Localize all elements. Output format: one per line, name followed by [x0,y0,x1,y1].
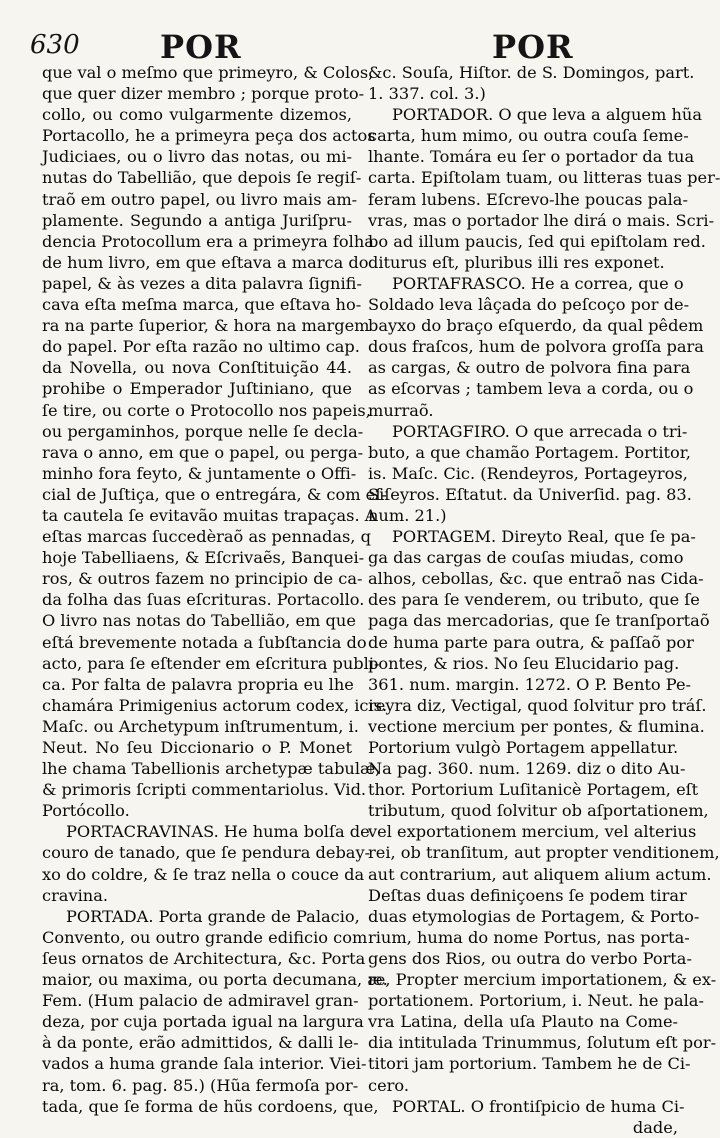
text-line: cial de Juſtiça, que o entregára, & com eſ- [42,484,387,504]
text-line: PORTAFRASCO. He a correa, que o [392,273,684,293]
text-line: nutas do Tabellião, que depois ſe regiſ- [42,168,362,188]
text-line: rei, ob tranſitum, aut propter venditionem, [368,843,720,863]
text-line: thor. Portorium Luſitanicè Portagem, eſt [368,780,699,800]
text-line: re, Propter mercium importationem, & ex- [368,970,717,990]
text-line: Siſeyros. Eſtatut. da Univerſid. pag. 83. [368,484,692,504]
text-line: de hum livro, em que eſtava a marca do [42,252,369,272]
text-line: O livro nas notas do Tabellião, em que [42,611,356,631]
text-line: ra na parte ſuperior, & hora na margem [42,316,370,336]
text-line: alhos, cebollas, &c. que entraõ nas Cida- [368,569,704,589]
text-line: cava eſta meſma marca, que eſtava ho- [42,295,362,315]
text-line: dencia Protocollum era a primeyra folha [42,231,374,251]
text-line: ros, & outros fazem no principio de ca- [42,569,363,589]
text-line: lhante. Tomára eu ſer o portador da tua [368,147,695,167]
text-line: Judiciaes, ou o livro das notas, ou mi- [42,147,352,167]
page-number: 630 [30,30,80,60]
text-line: diturus eſt, pluribus illi res exponet. [368,252,665,272]
text-line: num. 21.) [368,505,447,525]
text-line: dous fraſcos, hum de polvora groſſa para [368,337,704,357]
text-line: dia intitulada Trinummus, ſolutum eſt por- [368,1033,717,1053]
text-line: Portacollo, he a primeyra peça dos actos [42,126,376,146]
text-line: buto, a que chamão Portagem. Portitor, [368,442,691,462]
text-line: des para ſe venderem, ou tributo, que ſe [368,590,700,610]
text-line: ſeus ornatos de Architectura, &c. Porta [42,948,366,968]
text-line: Fem. (Hum palacio de admiravel gran- [42,991,359,1011]
text-line: PORTACRAVINAS. He huma bolſa de [66,822,370,842]
text-line: eſtá brevemente notada a ſubſtancia do [42,632,367,652]
text-line: rium, huma do nome Portus, nas porta- [368,927,690,947]
text-line: da folha das ſuas eſcrituras. Portacollo. [42,590,365,610]
text-line: chamára Primigenius actorum codex, icis. [42,695,388,715]
text-line: Soldado leva lâçada do peſcoço por de- [368,295,690,315]
text-line: PORTAGFIRO. O que arrecada o tri- [392,421,688,441]
text-line: tada, que ſe forma de hũs cordoens, que, [42,1096,379,1116]
left-text-column [42,62,388,1117]
text-line: carta, hum mimo, ou outra couſa ſeme- [368,126,689,146]
text-line: lhe chama Tabellionis archetypæ tabulæ, [42,759,381,779]
text-line: eſtas marcas ſuccedèraõ as pennadas, q [42,527,371,547]
text-line: vras, mas o portador lhe dirá o mais. Scri- [368,210,715,230]
text-line: vel exportationem mercium, vel alterius [368,822,697,842]
text-line: vectione mercium per pontes, & flumina. [368,716,705,736]
text-line: ga das cargas de couſas miudas, como [368,548,684,568]
text-line: ra, tom. 6. pag. 85.) (Hũa fermoſa por- [42,1075,359,1095]
text-line: aut contrarium, aut aliquem alium actum. [368,864,712,884]
text-line: bayxo do braço eſquerdo, da qual pêdem [368,316,704,336]
text-line: plamente. Segundo a antiga Juriſpru- [42,210,352,230]
text-line: ou pergaminhos, porque nelle ſe decla- [42,421,364,441]
text-line: deza, por cuja portada igual na largura [42,1012,364,1032]
text-line: rava o anno, em que o papel, ou perga- [42,442,364,462]
text-line: portationem. Portorium, i. Neut. he pala- [368,991,704,1011]
text-line: PORTAGEM. Direyto Real, que ſe pa- [392,527,696,547]
text-line: tributum, quod ſolvitur ob aſportationem, [368,801,709,821]
text-line: feram lubens. Eſcrevo-lhe poucas pala- [368,189,688,209]
text-line: Na pag. 360. num. 1269. diz o dito Au- [368,759,686,779]
text-line: xo do coldre, & ſe traz nella o couce da [42,864,365,884]
text-line: & primoris ſcripti commentariolus. Vid. [42,780,367,800]
text-line: 1. 337. col. 3.) [368,84,486,104]
text-line: vra Latina, della uſa Plauto na Come- [368,1012,678,1032]
text-line: is. Maſc. Cic. (Rendeyros, Portageyros, [368,463,688,483]
text-line: ca. Por falta de palavra propria eu lhe [42,674,354,694]
text-line: de huma parte para outra, & paſſaõ por [368,632,694,652]
text-line: traõ em outro papel, ou livro mais am- [42,189,358,209]
text-line: Portócollo. [42,801,130,821]
text-line: dade, [632,1117,678,1137]
text-line: à da ponte, erão admittidos, & dalli le- [42,1033,359,1053]
text-line: Portorium vulgò Portagem appellatur. [368,738,679,757]
text-line: prohibe o Emperador Juſtiniano, que [42,379,352,399]
text-line: maior, ou maxima, ou porta decumana, æ. [42,970,388,990]
text-line: Convento, ou outro grande edificio com [42,927,368,947]
right-text-column [368,62,720,1138]
text-line: reyra diz, Vectigal, quod ſolvitur pro tráſ. [368,695,707,715]
page-header [0,26,709,66]
text-line: as eſcorvas ; tambem leva a corda, ou o [368,379,694,399]
text-line: titori jam portorium. Tambem he de Ci- [368,1054,691,1074]
text-line: Maſc. ou Archetypum inſtrumentum, i. [42,716,359,736]
text-line: que val o meſmo que primeyro, & Colos, [42,63,374,82]
text-line: paga das mercadorias, que ſe tranſportaõ [368,611,710,631]
text-line: carta. Epiſtolam tuam, ou litteras tuas per- [368,168,720,188]
text-line: pontes, & rios. No ſeu Elucidario pag. [368,653,680,673]
text-line: ſe tire, ou corte o Protocollo nos papeis, [42,400,371,420]
text-line: 361. num. margin. 1272. O P. Bento Pe- [368,674,691,694]
text-line: gens dos Rios, ou outra do verbo Porta- [368,948,692,968]
text-line: &c. Souſa, Hiſtor. de S. Domingos, part. [368,63,695,82]
text-line: cravina. [42,885,108,905]
text-line: Neut. No ſeu Diccionario o P. Monet [42,738,352,757]
text-line: murraõ. [368,400,434,420]
text-line: do papel. Por eſta razão no ultimo cap. [42,337,360,357]
text-line: que quer dizer membro ; porque proto- [42,84,365,104]
text-line: acto, para ſe eſtender em eſcritura publi- [42,653,380,673]
text-line: cero. [368,1075,409,1095]
text-line: PORTADOR. O que leva a alguem hũa [392,105,703,125]
running-head-left: POR [160,28,242,66]
text-line: bo ad illum paucis, ſed qui epiſtolam red. [368,231,706,251]
text-line: duas etymologias de Portagem, & Porto- [368,906,700,926]
text-line: hoje Tabelliaens, & Eſcrivaẽs, Banquei- [42,548,365,568]
text-line: PORTADA. Porta grande de Palacio, [66,906,360,926]
text-line: da Novella, ou nova Conſtituição 44. [42,358,352,378]
text-line: couro de tanado, que ſe pendura debay- [42,843,371,863]
text-line: papel, & às vezes a dita palavra ſignifi- [42,273,362,293]
text-line: minho fora feyto, & juntamente o Offi- [42,463,357,483]
text-line: Deſtas duas definiçoens ſe podem tirar [368,885,687,905]
text-line: vados a huma grande ſala interior. Viei- [42,1054,367,1074]
text-line: PORTAL. O frontiſpicio de huma Ci- [392,1096,685,1116]
text-line: as cargas, & outro de polvora fina para [368,358,691,378]
text-line: ta cautela ſe evitavão muitas trapaças. A [42,505,377,525]
text-line: collo, ou como vulgarmente dizemos, [42,105,352,125]
running-head-right: POR [492,28,574,66]
